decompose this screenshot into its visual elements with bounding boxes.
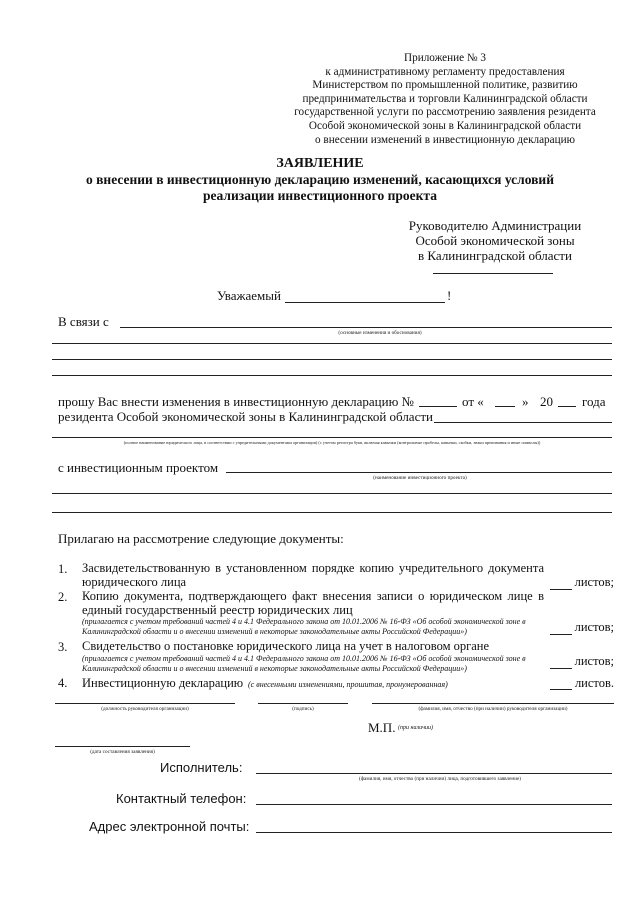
sheet-unit: листов; bbox=[574, 575, 614, 589]
attachment-text: Засвидетельствованную в установленном порядке копию учредительного документа юридического лица bbox=[82, 561, 544, 589]
project-line-3[interactable] bbox=[52, 512, 612, 513]
attachment-number: 3. bbox=[58, 640, 68, 654]
declaration-number-line[interactable] bbox=[419, 406, 457, 407]
appendix-header bbox=[280, 52, 610, 147]
date-day-line[interactable] bbox=[495, 406, 515, 407]
date-hint: (дата составления заявления) bbox=[90, 749, 155, 755]
attachment-text: Свидетельство о постановке юридического лица на учет в налоговом органе bbox=[82, 639, 490, 653]
attachment-note: (прилагается с учетом требований частей 4 и 4.1 Федерального закона от 10.01.2006 № 16-ФЗ «Об особой экономической зоне в Калининградской области и о внесении изменений в некоторые законодательные акты Российской Федерации») bbox=[82, 654, 526, 673]
head-name-line[interactable] bbox=[372, 703, 614, 704]
phone-line[interactable] bbox=[256, 804, 612, 805]
request-quote-close: » bbox=[522, 394, 529, 409]
position-hint: (должность руководителя организации) bbox=[101, 706, 189, 712]
signature-line[interactable] bbox=[258, 703, 348, 704]
email-line[interactable] bbox=[256, 832, 612, 833]
attachment-number: 4. bbox=[58, 676, 68, 690]
greeting-suffix: ! bbox=[447, 288, 452, 303]
request-year-suffix: года bbox=[582, 394, 606, 409]
executor-hint: (фамилия, имя, отчество (при наличии) лица, подготовившего заявление) bbox=[358, 776, 522, 782]
addressee-line: Особой экономической зоны bbox=[415, 233, 575, 248]
sheet-count-line[interactable] bbox=[550, 634, 572, 635]
greeting-prefix: Уважаемый bbox=[217, 288, 281, 303]
appendix-line: к административному регламенту предоставления bbox=[325, 65, 565, 78]
sheet-unit: листов; bbox=[574, 654, 614, 668]
position-line[interactable] bbox=[55, 703, 235, 704]
resident-name-line-1[interactable] bbox=[434, 422, 612, 423]
document-subtitle-line1: о внесении в инвестиционную декларацию изменений, касающихся условий bbox=[86, 172, 554, 187]
stamp-label: М.П. bbox=[368, 720, 396, 735]
addressee-line: Руководителю Администрации bbox=[408, 218, 582, 233]
reason-line-4[interactable] bbox=[52, 375, 612, 376]
date-line[interactable] bbox=[55, 746, 190, 747]
executor-label: Исполнитель: bbox=[160, 760, 243, 775]
attachment-number: 2. bbox=[58, 590, 68, 604]
attachment-note: (с внесенными изменениями, прошитая, пронумерованная) bbox=[248, 680, 448, 689]
sheet-count-line[interactable] bbox=[550, 689, 572, 690]
sheet-unit: листов. bbox=[574, 676, 614, 690]
stamp-hint: (при наличии) bbox=[398, 725, 433, 731]
addressee-block bbox=[390, 218, 600, 263]
sheet-unit: листов; bbox=[574, 620, 614, 634]
reason-label: В связи с bbox=[58, 314, 109, 329]
appendix-line: предпринимательства и торговли Калининградской области bbox=[302, 92, 588, 105]
date-year-line[interactable] bbox=[558, 406, 576, 407]
project-line-1[interactable] bbox=[226, 472, 612, 473]
appendix-line: Министерством по промышленной политике, развитию bbox=[312, 79, 578, 92]
request-from: от « bbox=[462, 394, 484, 409]
attachments-intro: Прилагаю на рассмотрение следующие документы: bbox=[58, 531, 344, 546]
attachment-note: (прилагается с учетом требований частей 4 и 4.1 Федерального закона от 10.01.2006 № 16-ФЗ «Об особой экономической зоне в Калининградской области и о внесении изменений в некоторые законодательные акты Российской Федерации») bbox=[82, 617, 526, 636]
appendix-line: о внесении изменений в инвестиционную декларацию bbox=[315, 133, 575, 146]
reason-line-3[interactable] bbox=[52, 359, 612, 360]
resident-name-line-2[interactable] bbox=[52, 437, 612, 438]
reason-line-1[interactable] bbox=[120, 327, 612, 328]
reason-line-2[interactable] bbox=[52, 343, 612, 344]
email-label: Адрес электронной почты: bbox=[89, 819, 250, 834]
project-hint: (наименование инвестиционного проекта) bbox=[373, 475, 467, 481]
appendix-line: государственной услуги по рассмотрению заявления резидента bbox=[294, 106, 596, 119]
sheet-count-line[interactable] bbox=[550, 589, 572, 590]
head-name-hint: (фамилия, имя, отчество (при наличии) руководителя организации) bbox=[418, 706, 568, 712]
sheet-count-line[interactable] bbox=[550, 668, 572, 669]
request-resident: резидента Особой экономической зоны в Калининградской области bbox=[58, 409, 433, 424]
document-title: ЗАЯВЛЕНИЕ bbox=[276, 156, 364, 171]
addressee-name-line[interactable] bbox=[433, 273, 553, 274]
phone-label: Контактный телефон: bbox=[116, 791, 247, 806]
greeting-name-line[interactable] bbox=[285, 302, 445, 303]
reason-hint: (основные изменения и обоснования) bbox=[338, 330, 422, 336]
appendix-line: Приложение № 3 bbox=[404, 52, 486, 64]
attachment-text: Копию документа, подтверждающего факт внесения записи о юридическом лице в единый государственный реестр юридических лиц bbox=[82, 589, 544, 617]
project-label: с инвестиционным проектом bbox=[58, 460, 219, 475]
resident-hint: (полное наименование юридического лица, в соответствии с учредительными документами организации) (с учетом регистра букв, включая кавычки (контрольные пробелы, кавычки, скобки, знаки препинания и иные символы)) bbox=[123, 440, 541, 445]
request-text: прошу Вас внести изменения в инвестиционную декларацию № bbox=[58, 394, 414, 409]
addressee-line: в Калининградской области bbox=[418, 248, 572, 263]
project-line-2[interactable] bbox=[52, 493, 612, 494]
document-subtitle-line2: реализации инвестиционного проекта bbox=[203, 188, 437, 203]
executor-line[interactable] bbox=[256, 773, 612, 774]
appendix-line: Особой экономической зоны в Калининградской области bbox=[308, 119, 582, 132]
attachment-number: 1. bbox=[58, 562, 68, 576]
signature-hint: (подпись) bbox=[292, 706, 314, 712]
request-year-prefix: 20 bbox=[540, 394, 553, 409]
attachment-text: Инвестиционную декларацию bbox=[82, 676, 244, 690]
